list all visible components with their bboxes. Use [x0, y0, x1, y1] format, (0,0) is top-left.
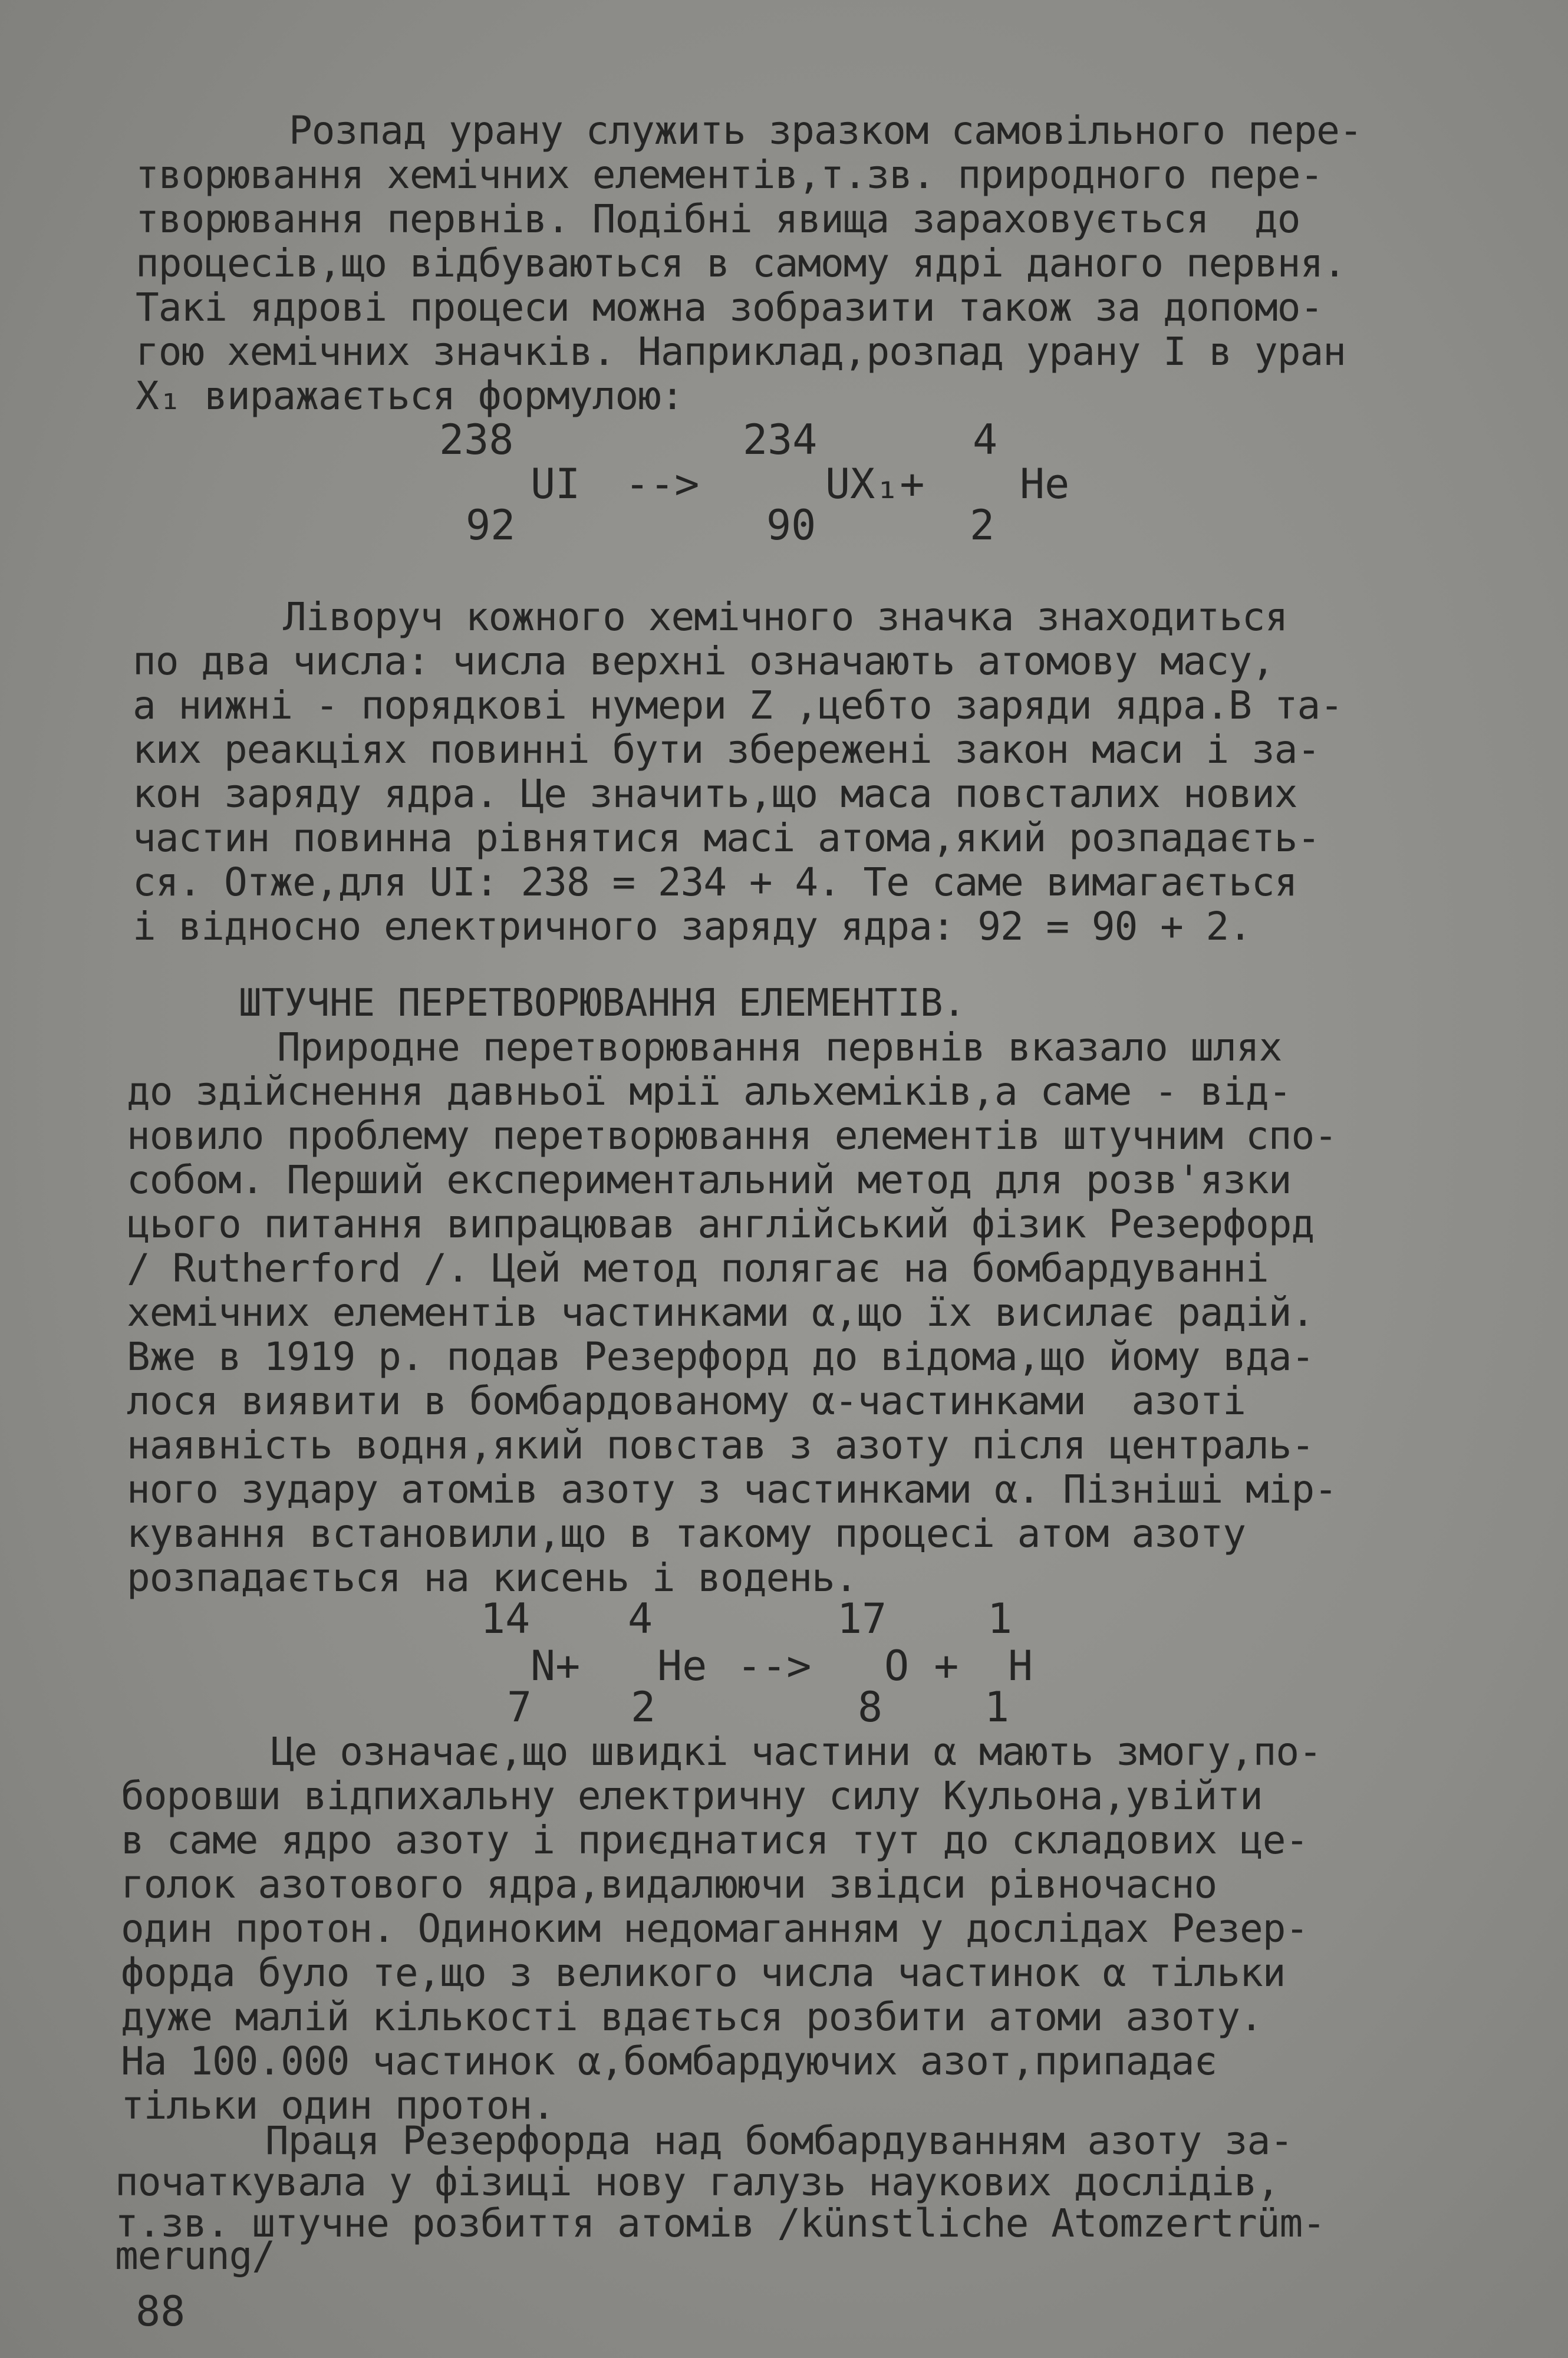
atomic-number: 90	[766, 501, 816, 549]
element-symbol: UX₁+	[825, 460, 925, 508]
text-line: новило проблему перетворювання елементів штучним спо-	[127, 1113, 1337, 1158]
text-line: наявність водня,який повстав з азоту після централь-	[127, 1422, 1315, 1468]
text-line: Розпад урану служить зразком самовільного пере-	[289, 108, 1362, 153]
reaction-arrow: -->	[625, 460, 700, 508]
text-line: творювання хемічних елементів,т.зв. природного пере-	[136, 152, 1323, 197]
text-line: Це означає,що швидкі частини α мають змогу,по-	[271, 1729, 1322, 1774]
element-symbol: N+	[531, 1642, 581, 1690]
text-line: кування встановили,що в такому процесі атом азоту	[127, 1511, 1246, 1556]
page-number: 88	[136, 2287, 186, 2336]
text-line: Природне перетворювання первнів вказало шлях	[277, 1025, 1282, 1070]
text-line: хемічних елементів частинками α,що їх висилає радій.	[127, 1290, 1315, 1335]
mass-number: 14	[480, 1595, 531, 1643]
mass-number: 4	[628, 1595, 653, 1643]
text-line: творювання первнів. Подібні явища зараховується до	[136, 196, 1300, 242]
reaction-arrow: -->	[737, 1642, 812, 1690]
text-line: процесів,що відбуваються в самому ядрі даного первня.	[136, 241, 1346, 286]
text-line: в саме ядро азоту і приєднатися тут до складових це-	[121, 1817, 1309, 1863]
text-line: т.зв. штучне розбиття атомів /künstliche Atomzertrüm-	[115, 2201, 1325, 2246]
text-line: Такі ядрові процеси можна зобразити також за допомо-	[136, 285, 1323, 330]
atomic-number: 8	[858, 1683, 883, 1731]
text-line: цього питання випрацював англійський фізик Резерфорд	[127, 1201, 1315, 1247]
atomic-number: 92	[466, 501, 516, 549]
mass-number: 238	[439, 416, 514, 464]
atomic-number: 1	[984, 1683, 1010, 1731]
text-line: гою хемічних значків. Наприклад,розпад урану I в уран	[136, 329, 1346, 374]
text-line: форда було те,що з великого числа частинок α тільки	[121, 1950, 1286, 1995]
text-line: боровши відпихальну електричну силу Кульона,увійти	[121, 1773, 1263, 1819]
text-line: початкувала у фізиці нову галузь наукових дослідів,	[115, 2159, 1280, 2205]
element-symbol: O +	[884, 1642, 959, 1690]
text-line: ких реакціях повинні бути збережені закон маси і за-	[133, 727, 1320, 772]
text-line: На 100.000 частинок α,бомбардуючих азот,припадає	[121, 2038, 1217, 2084]
mass-number: 234	[743, 416, 818, 464]
text-line: по два числа: числа верхні означають атомову масу,	[133, 638, 1274, 684]
element-symbol: He	[657, 1642, 707, 1690]
text-line: кон заряду ядра. Це значить,що маса повсталих нових	[133, 771, 1297, 816]
text-line: лося виявити в бомбардованому α-частинками азоті	[127, 1378, 1246, 1424]
mass-number: 4	[973, 416, 998, 464]
text-line: а нижні - порядкові нумери Z ,цебто заряди ядра.В та-	[133, 683, 1343, 728]
text-line: ного зудару атомів азоту з частинками α. Пізніші мір-	[127, 1467, 1337, 1512]
text-line: і відносно електричного заряду ядра: 92 = 90 + 2.	[133, 904, 1252, 949]
atomic-number: 7	[507, 1683, 532, 1731]
text-line: частин повинна рівнятися масі атома,який розпадаєть-	[133, 815, 1320, 861]
text-line: дуже малій кількості вдається розбити атоми азоту.	[121, 1994, 1263, 2040]
element-symbol: He	[1020, 460, 1070, 508]
element-symbol: UI	[531, 460, 581, 508]
mass-number: 1	[987, 1595, 1013, 1643]
text-line: ся. Отже,для UI: 238 = 234 + 4. Те саме вимагається	[133, 859, 1297, 905]
atomic-number: 2	[970, 501, 995, 549]
text-line: до здійснення давньої мрії альхеміків,а саме - від-	[127, 1069, 1292, 1114]
text-line: X₁ виражається формулою:	[136, 373, 684, 419]
text-line: розпадається на кисень і водень.	[127, 1555, 858, 1600]
text-line: merung/	[115, 2233, 275, 2278]
element-symbol: H	[1008, 1642, 1033, 1690]
text-line: / Rutherford /. Цей метод полягає на бомбардуванні	[127, 1246, 1269, 1291]
text-line: один протон. Одиноким недомаганням у дослідах Резер-	[121, 1906, 1309, 1951]
text-line: Праця Резерфорда над бомбардуванням азоту за-	[265, 2118, 1293, 2163]
text-line: собом. Перший експериментальний метод для розв'язки	[127, 1157, 1292, 1203]
text-line: Ліворуч кожного хемічного значка знаходиться	[283, 594, 1288, 640]
text-line: голок азотового ядра,видалюючи звідси рівночасно	[121, 1862, 1217, 1907]
mass-number: 17	[837, 1595, 887, 1643]
text-line: тільки один протон.	[121, 2083, 555, 2128]
atomic-number: 2	[631, 1683, 656, 1731]
section-heading: ШТУЧНЕ ПЕРЕТВОРЮВАННЯ ЕЛЕМЕНТІВ.	[239, 982, 966, 1025]
text-line: Вже в 1919 р. подав Резерфорд до відома,що йому вда-	[127, 1334, 1315, 1379]
